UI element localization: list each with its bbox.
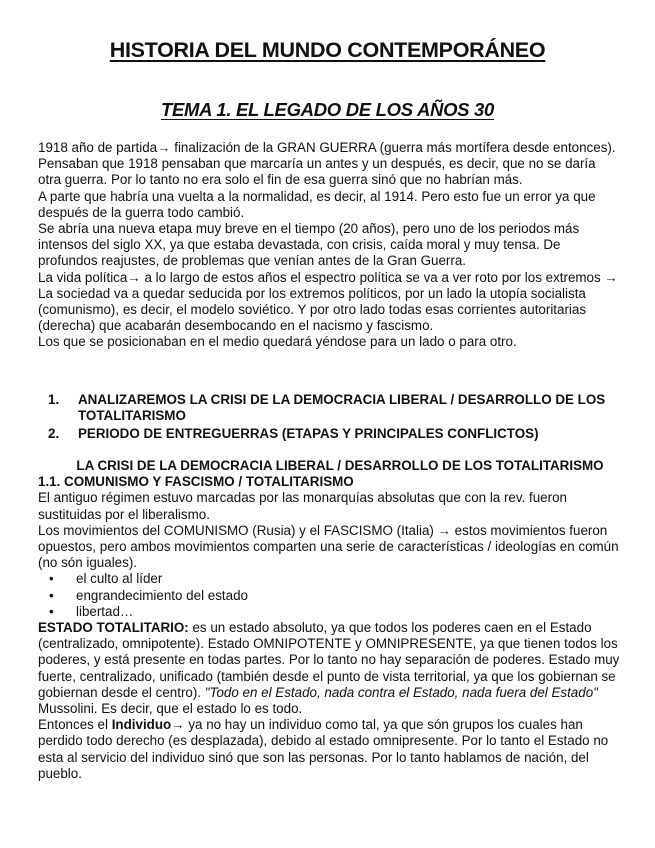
topic-title: TEMA 1. EL LEGADO DE LOS AÑOS 30 — [160, 99, 495, 120]
intro-paragraph: Se abría una nueva etapa muy breve en el tiempo (20 años), pero uno de los periodos más intensos del siglo XX, ya que estaba devastada, con crisis, caída moral y muy tensa. De profundos reajustes, de problemas que venían antes de la Gran Guerra. — [38, 221, 580, 269]
intro-paragraph: A parte que habría una vuelta a la normalidad, es decir, al 1914. Pero esto fue un error ya que después de la guerra todo cambió. — [38, 188, 596, 220]
list-item-text: ANALIZAREMOS LA CRISI DE LA DEMOCRACIA LIBERAL / DESARROLLO DE LOS TOTALITARISMO — [78, 392, 606, 424]
estado-label: ESTADO TOTALITARIO: — [38, 620, 189, 636]
individuo-paragraph — [38, 717, 622, 782]
list-number: 2. — [48, 426, 60, 442]
list-item — [48, 426, 618, 442]
section-subheading: 1.1. COMUNISMO Y FASCISMO / TOTALITARISMO — [38, 474, 354, 490]
bullet-item — [38, 571, 622, 587]
intro-paragraph: 1918 año de partida→ finalización de la GRAN GUERRA (guerra más mortífera desde entonces). — [38, 140, 616, 155]
numbered-list — [48, 392, 618, 445]
section-paragraph: Los movimientos del COMUNISMO (Rusia) y el FASCISMO (Italia) → estos movimientos fueron opuestos, pero ambos movimientos comparten una serie de características / ideologías en común (no són iguales). — [38, 522, 619, 571]
intro-section — [38, 140, 622, 351]
bullet-icon: • — [49, 603, 54, 619]
bullet-text: engrandecimiento del estado — [76, 587, 248, 603]
estado-text: es un estado absoluto, ya que todos los poderes caen en el Estado (centralizado, omnipotente). Estado OMNIPOTENTE y OMNIPRESENTE, ya que tienen todos los poderes, y está presente en todas partes. Por lo tanto no hay separación de poderes. Estado muy fuerte, centralizado, unificado (también desde el punto de vista territorial, ya que los gobiernan se gobiernan desde el centro). — [38, 620, 620, 700]
intro-paragraph: La vida política→ a lo largo de estos años el espectro política se va a ver roto por los extremos → La sociedad va a quedar seducida por los extremos políticos, por un lado la utopía socialista (comunismo), es decir, el modelo soviético. Y por otro lado todas esas corrientes autoritarias (derecha) que acabarán desembocando en el nacismo y fascismo. — [38, 269, 618, 334]
bullet-text: el culto al líder — [76, 571, 163, 587]
individuo-text: → ya no hay un individuo como tal, ya que són grupos los cuales han perdido todo derecho (es desplazada), debido al estado omnipresente. Por lo tanto el Estado no esta al servicio del individuo sinó que son las personas. Por lo tanto hablamos de nación, del pueblo. — [38, 717, 609, 781]
list-item — [48, 392, 618, 424]
bullet-item — [38, 604, 622, 620]
list-number: 1. — [48, 392, 60, 407]
list-item-text: PERIODO DE ENTREGUERRAS (ETAPAS Y PRINCIPALES CONFLICTOS) — [78, 426, 539, 442]
intro-paragraph: Los que se posicionaban en el medio quedará yéndose para un lado o para otro. — [38, 334, 517, 350]
bullet-list — [38, 571, 622, 620]
estado-paragraph — [38, 620, 622, 717]
individuo-term: Individuo — [111, 717, 172, 733]
section-paragraph: El antiguo régimen estuvo marcadas por las monarquías absolutas que con la rev. fueron sustituidas por el liberalismo. — [38, 490, 567, 522]
bullet-icon: • — [49, 571, 54, 587]
section-1 — [38, 458, 622, 782]
individuo-intro: Entonces el — [38, 717, 112, 733]
intro-paragraph: Pensaban que 1918 pensaban que marcaría un antes y un después, es decir, que no se daría otra guerra. Por lo tanto no era solo el fin de esa guerra sinó que no habrían más. — [38, 156, 596, 188]
mussolini-quote: "Todo en el Estado, nada contra el Estado, nada fuera del Estado" — [204, 684, 598, 700]
bullet-text: libertad… — [76, 603, 134, 619]
section-heading: LA CRISI DE LA DEMOCRACIA LIBERAL / DESARROLLO DE LOS TOTALITARISMO — [76, 458, 604, 473]
quote-attribution: Mussolini. Es decir, que el estado lo es todo. — [38, 701, 303, 717]
page-title: HISTORIA DEL MUNDO CONTEMPORÁNEO — [109, 38, 546, 62]
bullet-icon: • — [49, 587, 54, 603]
bullet-item — [38, 588, 622, 604]
